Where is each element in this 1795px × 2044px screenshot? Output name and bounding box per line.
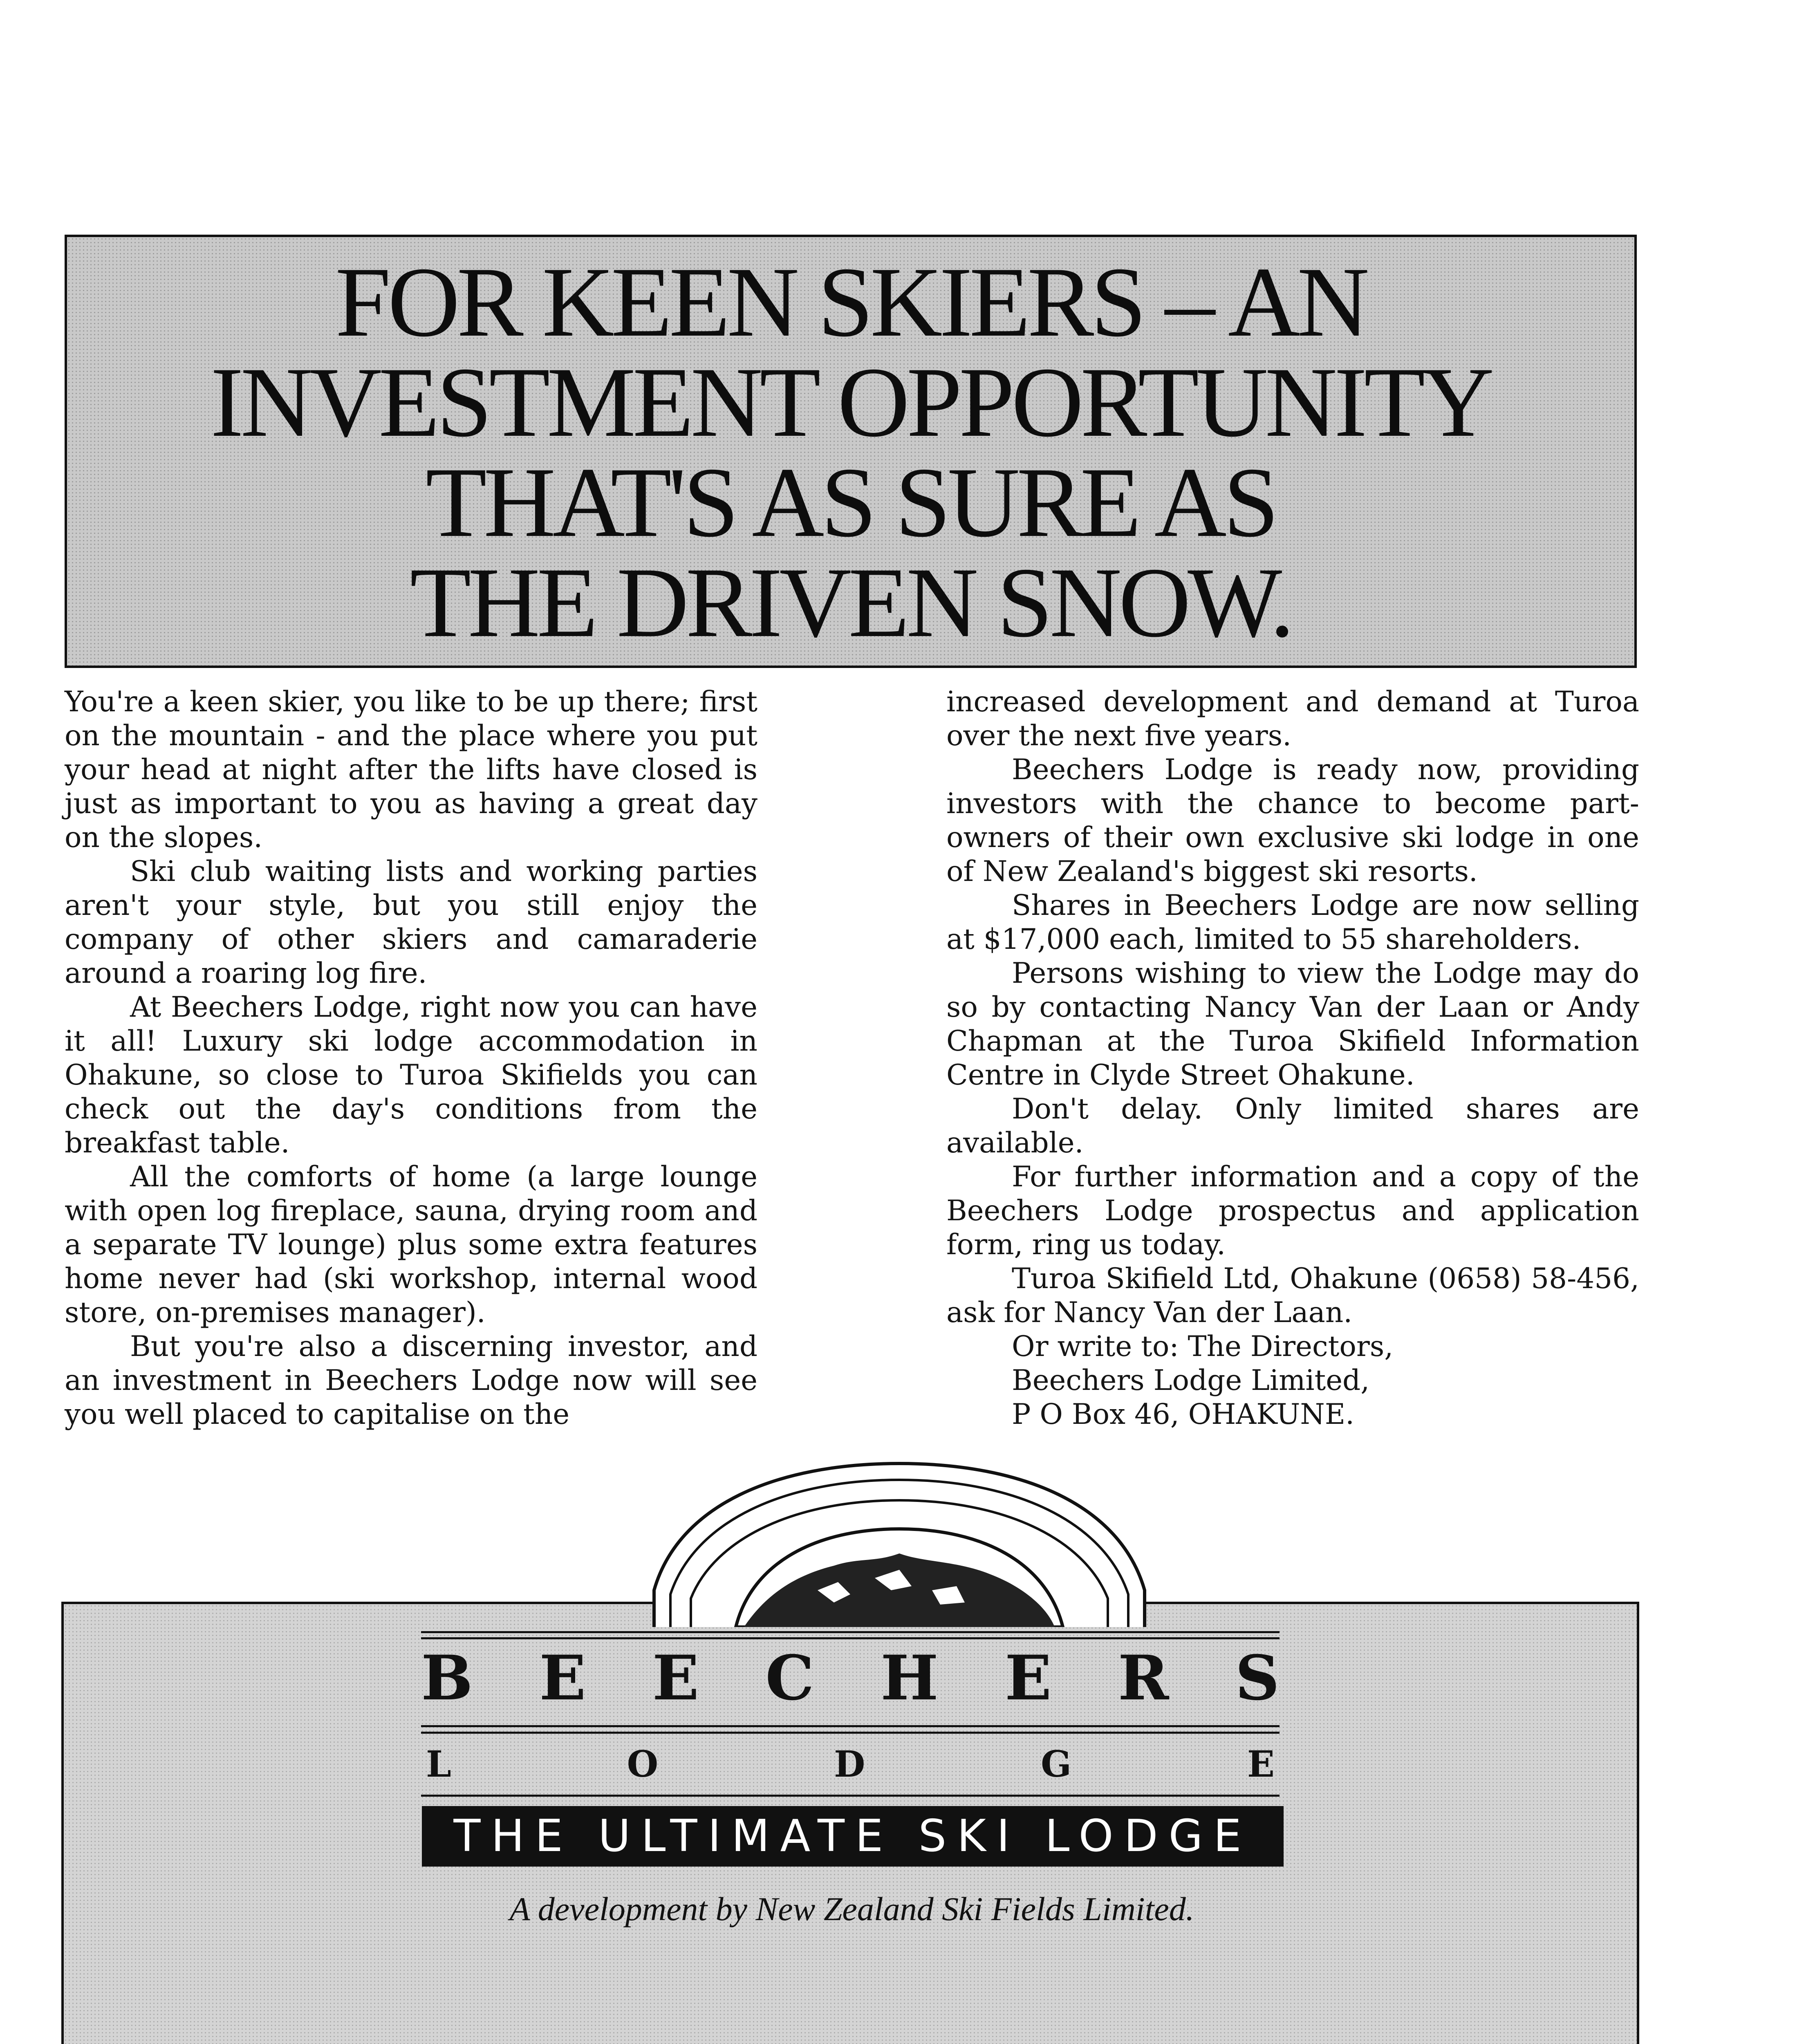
headline xyxy=(67,247,1634,658)
body-paragraph: Turoa Skifield Ltd, Ohakune (0658) 58-456, ask for Nancy Van der Laan. xyxy=(946,1262,1639,1329)
logo-rule xyxy=(421,1795,1280,1797)
headline-line-2: INVESTMENT OPPORTUNITY xyxy=(210,347,1491,457)
logo-rule xyxy=(421,1732,1280,1734)
developer-credit: A development by New Zealand Ski Fields Limited. xyxy=(509,1890,1194,1927)
body-paragraph: Don't delay. Only limited shares are available. xyxy=(946,1093,1639,1159)
headline-line-1: FOR KEEN SKIERS – AN xyxy=(335,247,1366,357)
body-paragraph: All the comforts of home (a large lounge with open log fireplace, sauna, drying room and a separate TV lounge) plus some extra features home never had (ski workshop, internal wood store, on-premises manager). xyxy=(65,1161,757,1329)
brand-letter: L xyxy=(426,1743,451,1785)
brand-letter: E xyxy=(539,1642,586,1714)
brand-letter: S xyxy=(1235,1642,1280,1714)
brand-letter: G xyxy=(1041,1743,1072,1785)
body-paragraph: increased development and demand at Turoa over the next five years. xyxy=(946,686,1639,752)
brand-name-lodge xyxy=(421,1741,1280,1786)
brand-letter: D xyxy=(834,1743,865,1785)
body-paragraph: At Beechers Lodge, right now you can have it all! Luxury ski lodge accommodation in Ohakune, so close to Turoa Skifields you can check out the day's conditions from the breakfast table. xyxy=(65,991,757,1159)
mailing-address xyxy=(946,1330,1639,1432)
tagline: THE ULTIMATE SKI LODGE xyxy=(422,1806,1284,1867)
address-line: Beechers Lodge Limited, xyxy=(1012,1364,1370,1397)
headline-line-3: THAT'S AS SURE AS xyxy=(426,447,1276,558)
body-paragraph: But you're also a discerning investor, and an investment in Beechers Lodge now will see you well placed to capitalise on the xyxy=(65,1330,757,1431)
logo-rule xyxy=(421,1725,1280,1727)
logo-rule xyxy=(421,1631,1280,1633)
address-line: P O Box 46, OHAKUNE. xyxy=(1012,1398,1355,1431)
brand-letter: B xyxy=(421,1642,473,1714)
brand-letter: R xyxy=(1118,1642,1169,1714)
brand-letter: E xyxy=(1247,1743,1275,1785)
headline-box xyxy=(65,235,1637,668)
headline-line-4: THE DRIVEN SNOW. xyxy=(410,547,1292,658)
brand-letter: E xyxy=(1005,1642,1052,1714)
brand-name-beechers xyxy=(421,1643,1280,1713)
brand-letter: H xyxy=(881,1642,939,1714)
body-paragraph: You're a keen skier, you like to be up there; first on the mountain - and the place where you put your head at night after the lifts have closed is just as important to you as having a great day on the slopes. xyxy=(65,686,757,854)
logo-rule xyxy=(421,1637,1280,1639)
lodge-emblem xyxy=(646,1455,1153,1627)
body-column-left xyxy=(65,685,757,1432)
brand-letter: E xyxy=(652,1642,699,1714)
address-line: Or write to: The Directors, xyxy=(1012,1330,1394,1363)
body-paragraph: For further information and a copy of the Beechers Lodge prospectus and application form, ring us today. xyxy=(946,1161,1639,1261)
body-paragraph: Ski club waiting lists and working parties aren't your style, but you still enjoy the company of other skiers and camaraderie around a roaring log fire. xyxy=(65,855,757,990)
body-paragraph: Shares in Beechers Lodge are now selling at $17,000 each, limited to 55 shareholders. xyxy=(946,889,1639,956)
body-column-right xyxy=(946,685,1639,1432)
brand-letter: O xyxy=(627,1743,659,1785)
body-paragraph: Persons wishing to view the Lodge may do so by contacting Nancy Van der Laan or Andy Chapman at the Turoa Skifield Information Centre in Clyde Street Ohakune. xyxy=(946,957,1639,1091)
brand-letter: C xyxy=(765,1642,814,1714)
body-paragraph: Beechers Lodge is ready now, providing investors with the chance to become part-owners of their own exclusive ski lodge in one of New Zealand's biggest ski resorts. xyxy=(946,753,1639,888)
